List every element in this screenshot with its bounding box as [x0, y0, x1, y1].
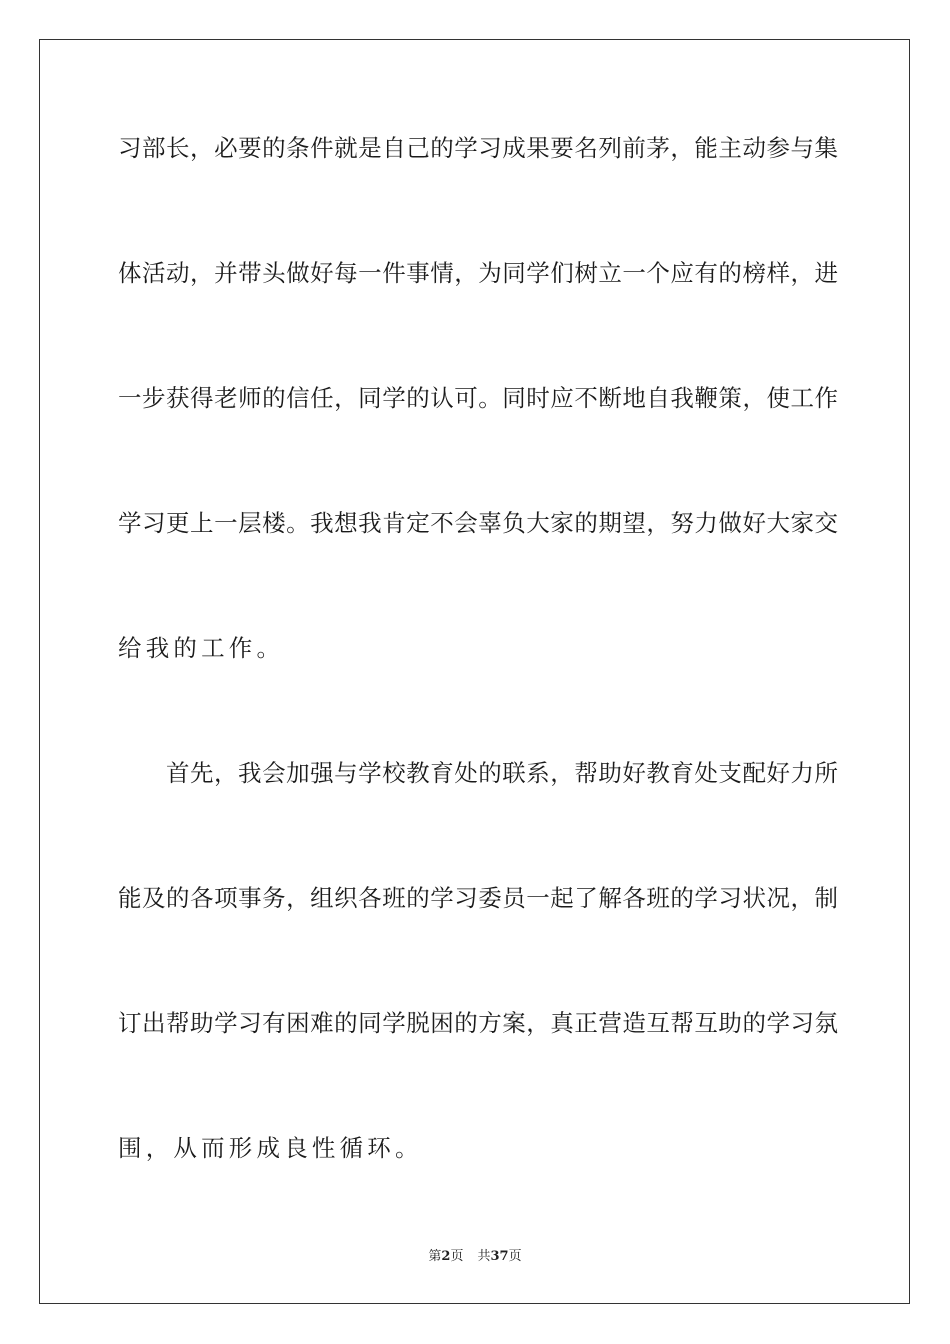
text-line: 一步获得老师的信任，同学的认可。同时应不断地自我鞭策，使工作 — [118, 384, 838, 412]
total-label-prefix: 共 — [477, 1249, 491, 1264]
text-line: 能及的各项事务，组织各班的学习委员一起了解各班的学习状况，制 — [118, 884, 838, 912]
page-label-suffix: 页 — [450, 1249, 464, 1264]
text-line: 围，从而形成良性循环。 — [118, 1134, 423, 1162]
text-line: 订出帮助学习有困难的同学脱困的方案，真正营造互帮互助的学习氛 — [118, 1009, 838, 1037]
total-pages: 37 — [490, 1249, 509, 1264]
text-line: 习部长，必要的条件就是自己的学习成果要名列前茅，能主动参与集 — [118, 134, 838, 162]
text-line: 学习更上一层楼。我想我肯定不会辜负大家的期望，努力做好大家交 — [118, 509, 838, 537]
page-footer — [0, 1248, 950, 1266]
page-number: 2 — [441, 1249, 451, 1264]
total-label-suffix: 页 — [508, 1249, 522, 1264]
text-line: 给我的工作。 — [118, 634, 285, 662]
text-line: 首先，我会加强与学校教育处的联系，帮助好教育处支配好力所 — [166, 759, 838, 787]
page-label-prefix: 第 — [428, 1249, 442, 1264]
page-border — [39, 39, 910, 1304]
text-line: 体活动，并带头做好每一件事情，为同学们树立一个应有的榜样，进 — [118, 259, 838, 287]
